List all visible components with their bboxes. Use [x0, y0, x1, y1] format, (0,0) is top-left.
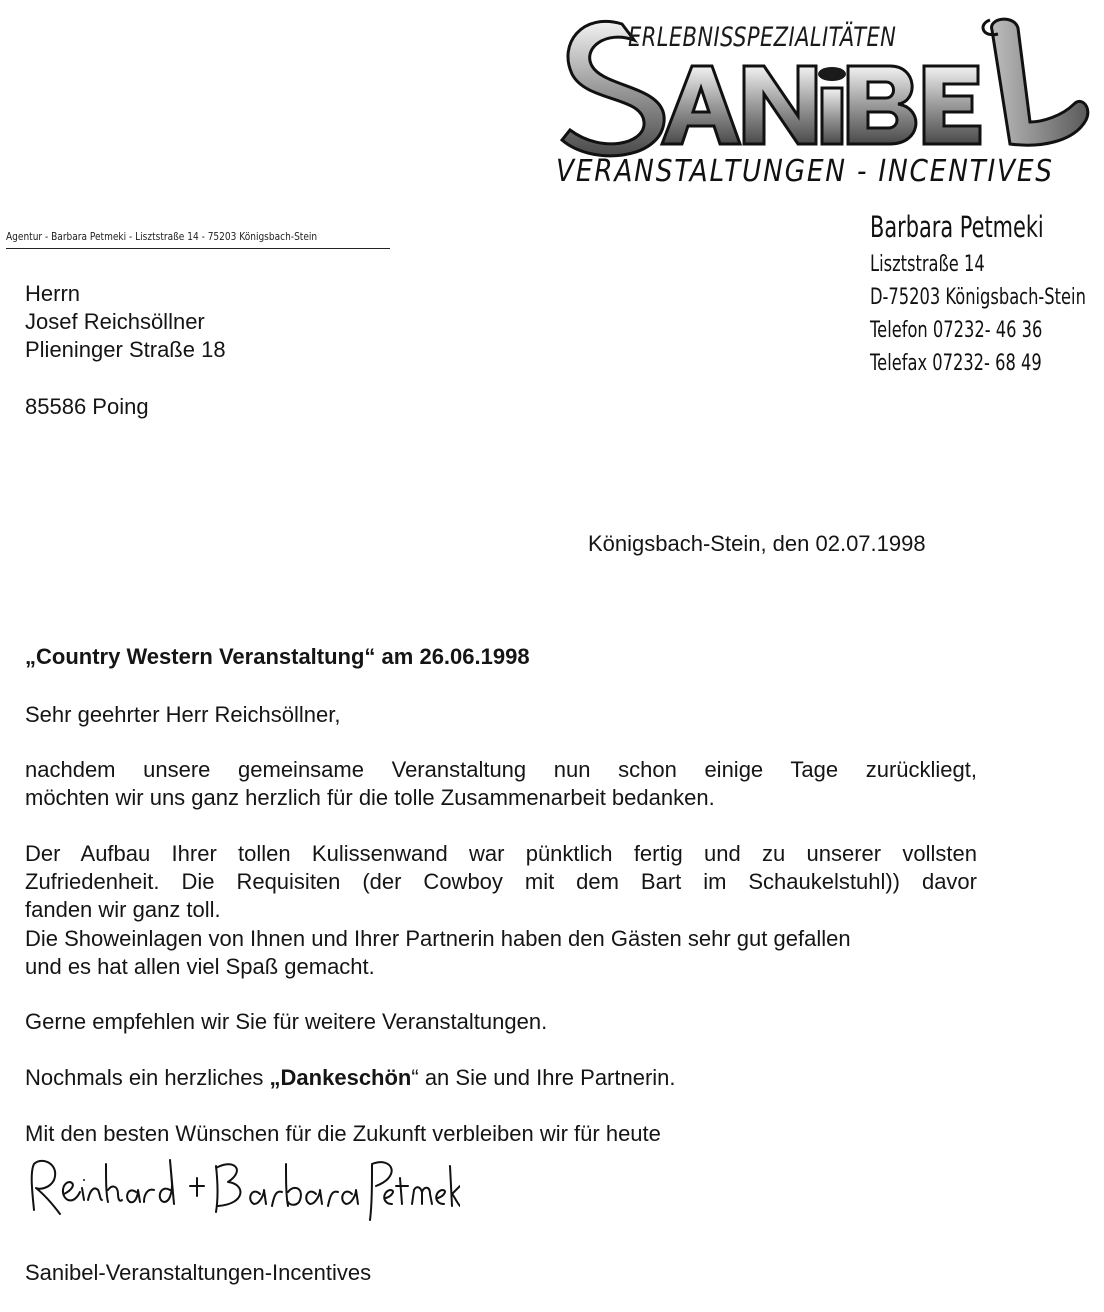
contact-phone: Telefon 07232- 46 36 — [870, 318, 1043, 343]
recipient-address — [25, 280, 226, 421]
thanks-text-after: “ an Sie und Ihre Partnerin. — [411, 1065, 676, 1090]
body-line: Die Showeinlagen von Ihnen und Ihrer Partnerin haben den Gästen sehr gut gefallen — [25, 926, 851, 951]
thanks-text-before: Nochmals ein herzliches — [25, 1065, 270, 1090]
recipient-street: Plieninger Straße 18 — [25, 337, 226, 362]
contact-fax: Telefax 07232- 68 49 — [870, 351, 1042, 376]
handwritten-signature — [20, 1150, 460, 1230]
company-logo — [552, 4, 1097, 194]
letter-date: Königsbach-Stein, den 02.07.1998 — [588, 531, 926, 556]
thanks-bold-word: „Dankeschön — [269, 1065, 412, 1090]
logo-tagline: VERANSTALTUNGEN - INCENTIVES — [556, 154, 1054, 189]
recommendation-sentence: Gerne empfehlen wir Sie für weitere Veranstaltungen. — [25, 1009, 548, 1034]
thanks-sentence — [25, 1065, 676, 1091]
logo-subtitle: ERLEBNISSPEZIALITÄTEN — [628, 22, 897, 53]
contact-city: D-75203 Königsbach-Stein — [870, 285, 1086, 310]
recipient-city: 85586 Poing — [25, 394, 149, 419]
body-paragraph-3 — [25, 925, 977, 981]
sender-return-address: Agentur - Barbara Petmeki - Lisztstraße 14 - 75203 Königsbach-Stein — [6, 230, 318, 243]
sender-underline-divider — [6, 248, 390, 249]
recipient-name: Josef Reichsöllner — [25, 309, 205, 334]
salutation: Sehr geehrter Herr Reichsöllner, — [25, 702, 341, 727]
body-line: möchten wir uns ganz herzlich für die tolle Zusammenarbeit bedanken. — [25, 785, 715, 810]
body-line: nachdem unsere gemeinsame Veranstaltung nun schon einige Tage zurückliegt, — [25, 757, 977, 782]
body-line: Der Aufbau Ihrer tollen Kulissenwand war pünktlich fertig und zu unserer vollsten — [25, 841, 977, 866]
body-paragraph-2 — [25, 840, 977, 924]
body-paragraph-1 — [25, 756, 977, 812]
closing-sentence: Mit den besten Wünschen für die Zukunft verbleiben wir für heute — [25, 1121, 661, 1146]
contact-street: Lisztstraße 14 — [870, 252, 985, 277]
recipient-title: Herrn — [25, 281, 81, 306]
body-line: Zufriedenheit. Die Requisiten (der Cowboy mit dem Bart im Schaukelstuhl)) davor — [25, 869, 977, 894]
body-line: fanden wir ganz toll. — [25, 897, 221, 922]
body-line: und es hat allen viel Spaß gemacht. — [25, 954, 375, 979]
letter-subject: „Country Western Veranstaltung“ am 26.06.1998 — [25, 644, 530, 669]
company-name-footer: Sanibel-Veranstaltungen-Incentives — [25, 1260, 372, 1285]
letterhead-contact — [870, 210, 1104, 384]
contact-name: Barbara Petmeki — [870, 210, 1044, 244]
